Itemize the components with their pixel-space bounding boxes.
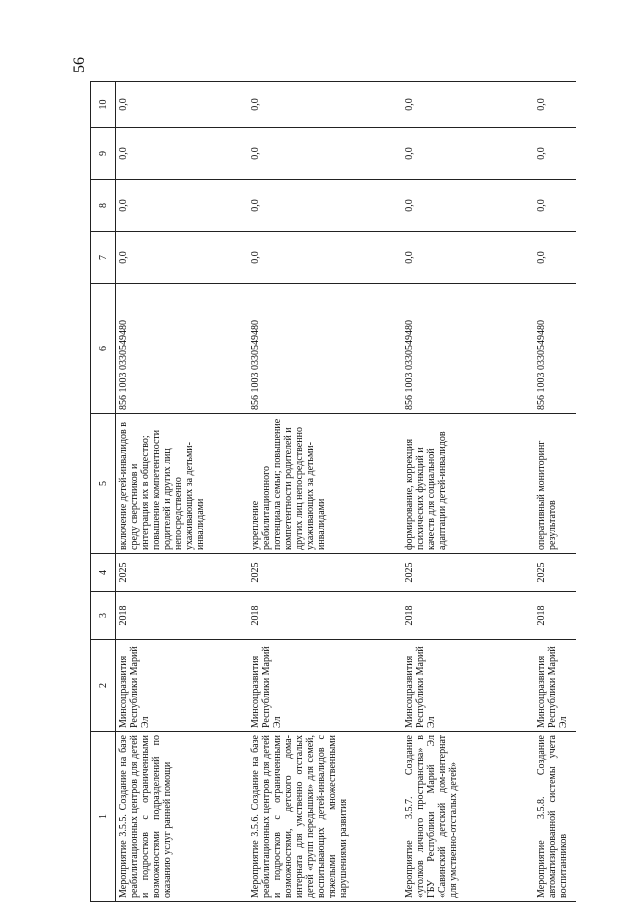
value-col-7: 0,0: [534, 232, 576, 284]
expected-result: включение детей-инвалидов в среду сверстников и интеграция их в общество; повышение компетентности родителей и других лиц непосредственно ухаживающих за детьми-инвалидами: [116, 414, 249, 554]
value-col-9: 0,0: [402, 128, 534, 180]
col-header-5: 5: [91, 414, 116, 554]
value-col-8: 0,0: [402, 180, 534, 232]
table-row: [248, 82, 402, 902]
budget-code: 856 1003 0330549480: [116, 284, 249, 414]
col-header-10: 10: [91, 82, 116, 128]
table-row: [534, 82, 576, 902]
expected-result: формирование, коррекция психических функций и качеств для социальной адаптации детей-инвалидов: [402, 414, 534, 554]
end-year: 2025: [402, 554, 534, 592]
value-col-7: 0,0: [248, 232, 402, 284]
executor: Минсоцразвития Республики Марий Эл: [534, 640, 576, 732]
col-header-7: 7: [91, 232, 116, 284]
value-col-8: 0,0: [116, 180, 249, 232]
measure-name: Мероприятие 3.5.6. Создание на базе реабилитационных центров для детей и подростков с ограниченными возможностями, детского дома-интерната для умственно отсталых детей «групп передышки» для семей, воспитывающих детей-инвалидов с тяжелыми множественными нарушениями развития: [248, 732, 402, 902]
table-row: [402, 82, 534, 902]
col-header-1: 1: [91, 732, 116, 902]
col-header-6: 6: [91, 284, 116, 414]
end-year: 2025: [116, 554, 249, 592]
value-col-7: 0,0: [116, 232, 249, 284]
col-header-8: 8: [91, 180, 116, 232]
start-year: 2018: [116, 592, 249, 640]
measure-name: Мероприятие 3.5.5. Создание на базе реабилитационных центров для детей и подростков с ограниченными возможностями подразделений по оказанию услуг ранней помощи: [116, 732, 249, 902]
budget-code: 856 1003 0330549480: [534, 284, 576, 414]
expected-result: оперативный мониторинг результатов: [534, 414, 576, 554]
value-col-9: 0,0: [534, 128, 576, 180]
value-col-7: 0,0: [402, 232, 534, 284]
col-header-4: 4: [91, 554, 116, 592]
budget-code: 856 1003 0330549480: [248, 284, 402, 414]
end-year: 2025: [534, 554, 576, 592]
budget-code: 856 1003 0330549480: [402, 284, 534, 414]
end-year: 2025: [248, 554, 402, 592]
value-col-10: 0,0: [534, 82, 576, 128]
value-col-10: 0,0: [116, 82, 249, 128]
header-row: [91, 82, 116, 902]
value-col-10: 0,0: [402, 82, 534, 128]
value-col-9: 0,0: [248, 128, 402, 180]
start-year: 2018: [534, 592, 576, 640]
executor: Минсоцразвития Республики Марий Эл: [248, 640, 402, 732]
col-header-3: 3: [91, 592, 116, 640]
rotated-table-sheet: [90, 82, 635, 902]
col-header-9: 9: [91, 128, 116, 180]
value-col-8: 0,0: [248, 180, 402, 232]
value-col-9: 0,0: [116, 128, 249, 180]
table-row: [116, 82, 249, 902]
start-year: 2018: [402, 592, 534, 640]
measure-name: Мероприятие 3.5.7. Создание «уголков личного пространства» в ГБУ Республики Марий Эл «Савинский детский дом-интернат для умственно-отсталых детей»: [402, 732, 534, 902]
measure-name: Мероприятие 3.5.8. Создание автоматизированной системы учета воспитанников: [534, 732, 576, 902]
expected-result: укрепление реабилитационного потенциала семьи; повышение компетентности родителей и других лиц непосредственно ухаживающих за детьми-инвалидами: [248, 414, 402, 554]
measures-table: [90, 81, 576, 902]
start-year: 2018: [248, 592, 402, 640]
executor: Минсоцразвития Республики Марий Эл: [116, 640, 249, 732]
value-col-10: 0,0: [248, 82, 402, 128]
value-col-8: 0,0: [534, 180, 576, 232]
page-number: 56: [71, 57, 88, 73]
col-header-2: 2: [91, 640, 116, 732]
executor: Минсоцразвития Республики Марий Эл: [402, 640, 534, 732]
